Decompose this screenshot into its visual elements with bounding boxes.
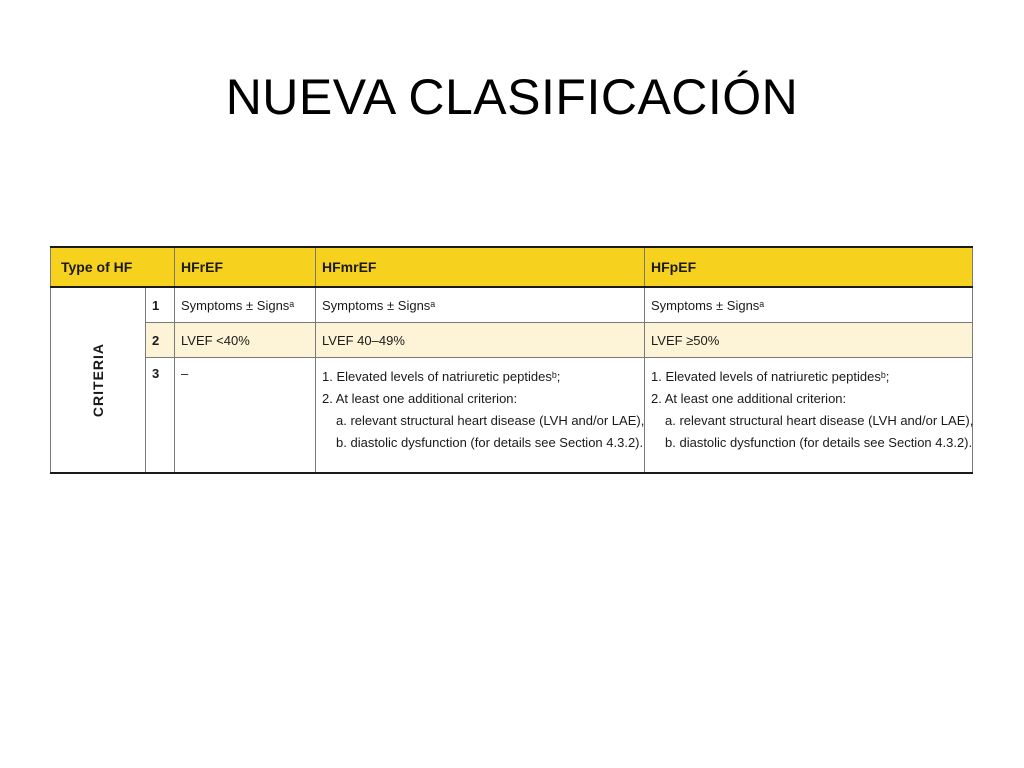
cell-hfref [175, 323, 316, 358]
cell-text: LVEF <40% [181, 332, 250, 348]
header-type-of-hf: Type of HF [51, 247, 175, 287]
row-number: 2 [146, 323, 175, 358]
table-row [51, 323, 973, 358]
cell-text: Symptoms ± Signsᵃ [322, 297, 436, 313]
table-header-row [51, 247, 973, 287]
cell-text: LVEF 40–49% [322, 332, 405, 348]
criterion-subline: a. relevant structural heart disease (LVH and/or LAE), [665, 413, 974, 428]
cell-hfmref [316, 323, 645, 358]
cell-hfref [175, 358, 316, 474]
cell-hfpef [645, 358, 973, 474]
table-row [51, 287, 973, 323]
criteria-label: CRITERIA [90, 342, 106, 418]
cell-text: LVEF ≥50% [651, 332, 720, 348]
cell-hfmref [316, 287, 645, 323]
table-row [51, 358, 973, 474]
cell-text: Symptoms ± Signsᵃ [181, 297, 295, 313]
cell-text: – [181, 366, 189, 381]
criteria-cell [51, 287, 146, 473]
criterion-line: 1. Elevated levels of natriuretic peptidesᵇ; [322, 369, 561, 384]
criterion-line: 2. At least one additional criterion: [651, 391, 847, 406]
cell-hfmref [316, 358, 645, 474]
criterion-line: 1. Elevated levels of natriuretic peptidesᵇ; [651, 369, 890, 384]
header-hfref: HFrEF [175, 247, 316, 287]
cell-text: Symptoms ± Signsᵃ [651, 297, 765, 313]
header-hfpef: HFpEF [645, 247, 973, 287]
row-number: 1 [146, 287, 175, 323]
criterion-subline: b. diastolic dysfunction (for details see Section 4.3.2). [336, 435, 644, 450]
cell-hfpef [645, 287, 973, 323]
header-hfmref: HFmrEF [316, 247, 645, 287]
criterion-subline: b. diastolic dysfunction (for details see Section 4.3.2). [665, 435, 973, 450]
slide-title: NUEVA CLASIFICACIÓN [225, 69, 799, 125]
criterion-subline: a. relevant structural heart disease (LVH and/or LAE), [336, 413, 645, 428]
criterion-line: 2. At least one additional criterion: [322, 391, 518, 406]
cell-hfref [175, 287, 316, 323]
hf-classification-table [50, 246, 973, 474]
row-number: 3 [146, 358, 175, 474]
cell-hfpef [645, 323, 973, 358]
